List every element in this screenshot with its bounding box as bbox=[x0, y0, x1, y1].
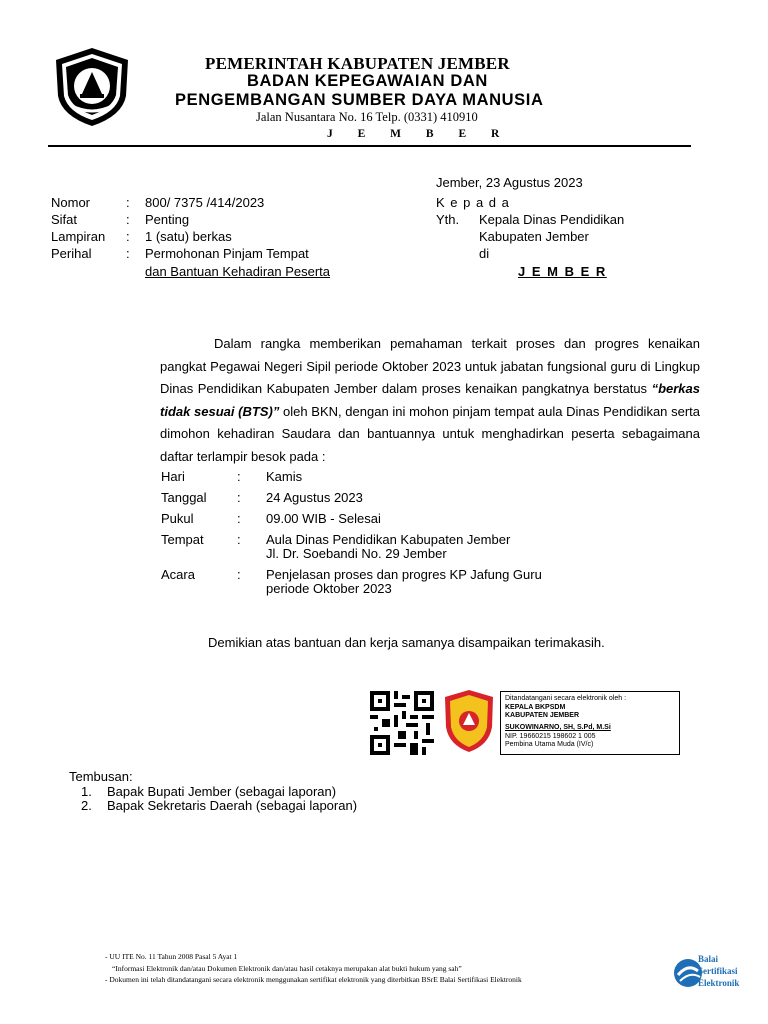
body-emphasis: “berkas tidak sesuai (BTS)” bbox=[160, 381, 700, 419]
letterhead-divider bbox=[48, 145, 691, 147]
qr-code bbox=[370, 691, 434, 755]
recipient-yth: Yth. bbox=[436, 212, 460, 227]
signature-rank: Pembina Utama Muda (IV/c) bbox=[505, 741, 594, 748]
cc-item: Bapak Sekretaris Daerah (sebagai laporan) bbox=[107, 798, 358, 813]
signature-nip: NIP. 19660215 198602 1 005 bbox=[505, 733, 596, 740]
meta-value-nomor: 800/ 7375 /414/2023 bbox=[145, 195, 265, 210]
body-text-b: oleh BKN, dengan ini mohon pinjam tempat aula Dinas Pendidikan serta dimohon kehadiran Saudara dan bantuannya untuk menghadirkan peserta sebagaimana daftar terlampir besok pada : bbox=[160, 403, 700, 464]
letterhead-agency-line1: BADAN KEPEGAWAIAN DAN bbox=[247, 72, 488, 90]
recipient-line1: Kepala Dinas Pendidikan bbox=[479, 212, 625, 227]
regency-emblem bbox=[52, 46, 132, 128]
recipient-city: J E M B E R bbox=[518, 264, 607, 279]
meta-label-lampiran: Lampiran bbox=[51, 229, 106, 244]
event-colon: : bbox=[237, 532, 241, 547]
bsre-label-1: Balai bbox=[698, 954, 719, 964]
event-value-pukul: 09.00 WIB - Selesai bbox=[266, 511, 381, 526]
footer-notice: - Dokumen ini telah ditandatangani secara elektronik menggunakan sertifikat elektronik yang diterbitkan BSrE Balai Sertifikasi Elektronik bbox=[105, 975, 522, 984]
footer-quote: “Informasi Elektronik dan/atau Dokumen Elektronik dan/atau hasil cetaknya merupakan alat bukti hukum yang sah” bbox=[112, 964, 462, 973]
body-paragraph bbox=[160, 333, 700, 468]
meta-value-lampiran: 1 (satu) berkas bbox=[145, 229, 232, 244]
meta-colon: : bbox=[126, 229, 130, 244]
event-colon: : bbox=[237, 490, 241, 505]
meta-label-sifat: Sifat bbox=[51, 212, 78, 227]
regency-emblem-color bbox=[444, 689, 494, 753]
meta-colon: : bbox=[126, 195, 130, 210]
bsre-label-3: Elektronik bbox=[698, 978, 740, 988]
meta-label-perihal: Perihal bbox=[51, 246, 92, 261]
letterhead-agency-line2: PENGEMBANGAN SUMBER DAYA MANUSIA bbox=[175, 91, 544, 109]
meta-colon: : bbox=[126, 246, 130, 261]
event-colon: : bbox=[237, 469, 241, 484]
event-value-tanggal: 24 Agustus 2023 bbox=[266, 490, 363, 505]
meta-label-nomor: Nomor bbox=[51, 195, 91, 210]
event-label-pukul: Pukul bbox=[161, 511, 194, 526]
event-value-acara: Penjelasan proses dan progres KP Jafung Guru bbox=[266, 567, 542, 582]
meta-value-sifat: Penting bbox=[145, 212, 190, 227]
cc-number: 2. bbox=[81, 798, 92, 813]
footer-law: - UU ITE No. 11 Tahun 2008 Pasal 5 Ayat 1 bbox=[105, 952, 238, 961]
event-value-acara-2: periode Oktober 2023 bbox=[266, 581, 392, 596]
signature-title: KEPALA BKPSDM bbox=[505, 704, 566, 711]
event-label-hari: Hari bbox=[161, 469, 185, 484]
signature-office: KABUPATEN JEMBER bbox=[505, 712, 580, 719]
signature-name: SUKOWINARNO, SH, S.Pd, M.Si bbox=[505, 724, 611, 731]
recipient-di: di bbox=[479, 246, 490, 261]
letterhead-address: Jalan Nusantara No. 16 Telp. (0331) 410910 bbox=[256, 110, 478, 124]
event-colon: : bbox=[237, 511, 241, 526]
event-value-hari: Kamis bbox=[266, 469, 303, 484]
cc-title: Tembusan: bbox=[69, 769, 133, 784]
recipient-line2: Kabupaten Jember bbox=[479, 229, 589, 244]
letterhead-city: J E M B E R bbox=[327, 128, 511, 140]
event-value-tempat-2: Jl. Dr. Soebandi No. 29 Jember bbox=[266, 546, 447, 561]
meta-value-perihal-2: dan Bantuan Kehadiran Peserta bbox=[145, 264, 331, 279]
letterhead-government: PEMERINTAH KABUPATEN JEMBER bbox=[205, 54, 510, 73]
event-label-tanggal: Tanggal bbox=[161, 490, 207, 505]
e-signature-box bbox=[500, 691, 680, 755]
bsre-label-2: Sertifikasi bbox=[698, 966, 738, 976]
event-value-tempat: Aula Dinas Pendidikan Kabupaten Jember bbox=[266, 532, 511, 547]
cc-item: Bapak Bupati Jember (sebagai laporan) bbox=[107, 784, 337, 799]
meta-colon: : bbox=[126, 212, 130, 227]
body-text-a: Dalam rangka memberikan pemahaman terkait proses dan progres kenaikan pangkat Pegawai Negeri Sipil periode Oktober 2023 untuk jabatan fungsional guru di Lingkup Dinas Pendidikan Kabupaten Jember dalam proses kenaikan pangkatnya berstatus bbox=[160, 336, 700, 396]
meta-value-perihal: Permohonan Pinjam Tempat bbox=[145, 246, 309, 261]
event-label-acara: Acara bbox=[161, 567, 195, 582]
event-colon: : bbox=[237, 567, 241, 582]
letter-date: Jember, 23 Agustus 2023 bbox=[436, 175, 583, 190]
recipient-kepada: K e p a d a bbox=[436, 195, 510, 210]
event-label-tempat: Tempat bbox=[161, 532, 204, 547]
cc-number: 1. bbox=[81, 784, 92, 799]
closing-sentence: Demikian atas bantuan dan kerja samanya disampaikan terimakasih. bbox=[208, 635, 605, 650]
signature-intro: Ditandatangani secara elektronik oleh : bbox=[505, 695, 627, 702]
